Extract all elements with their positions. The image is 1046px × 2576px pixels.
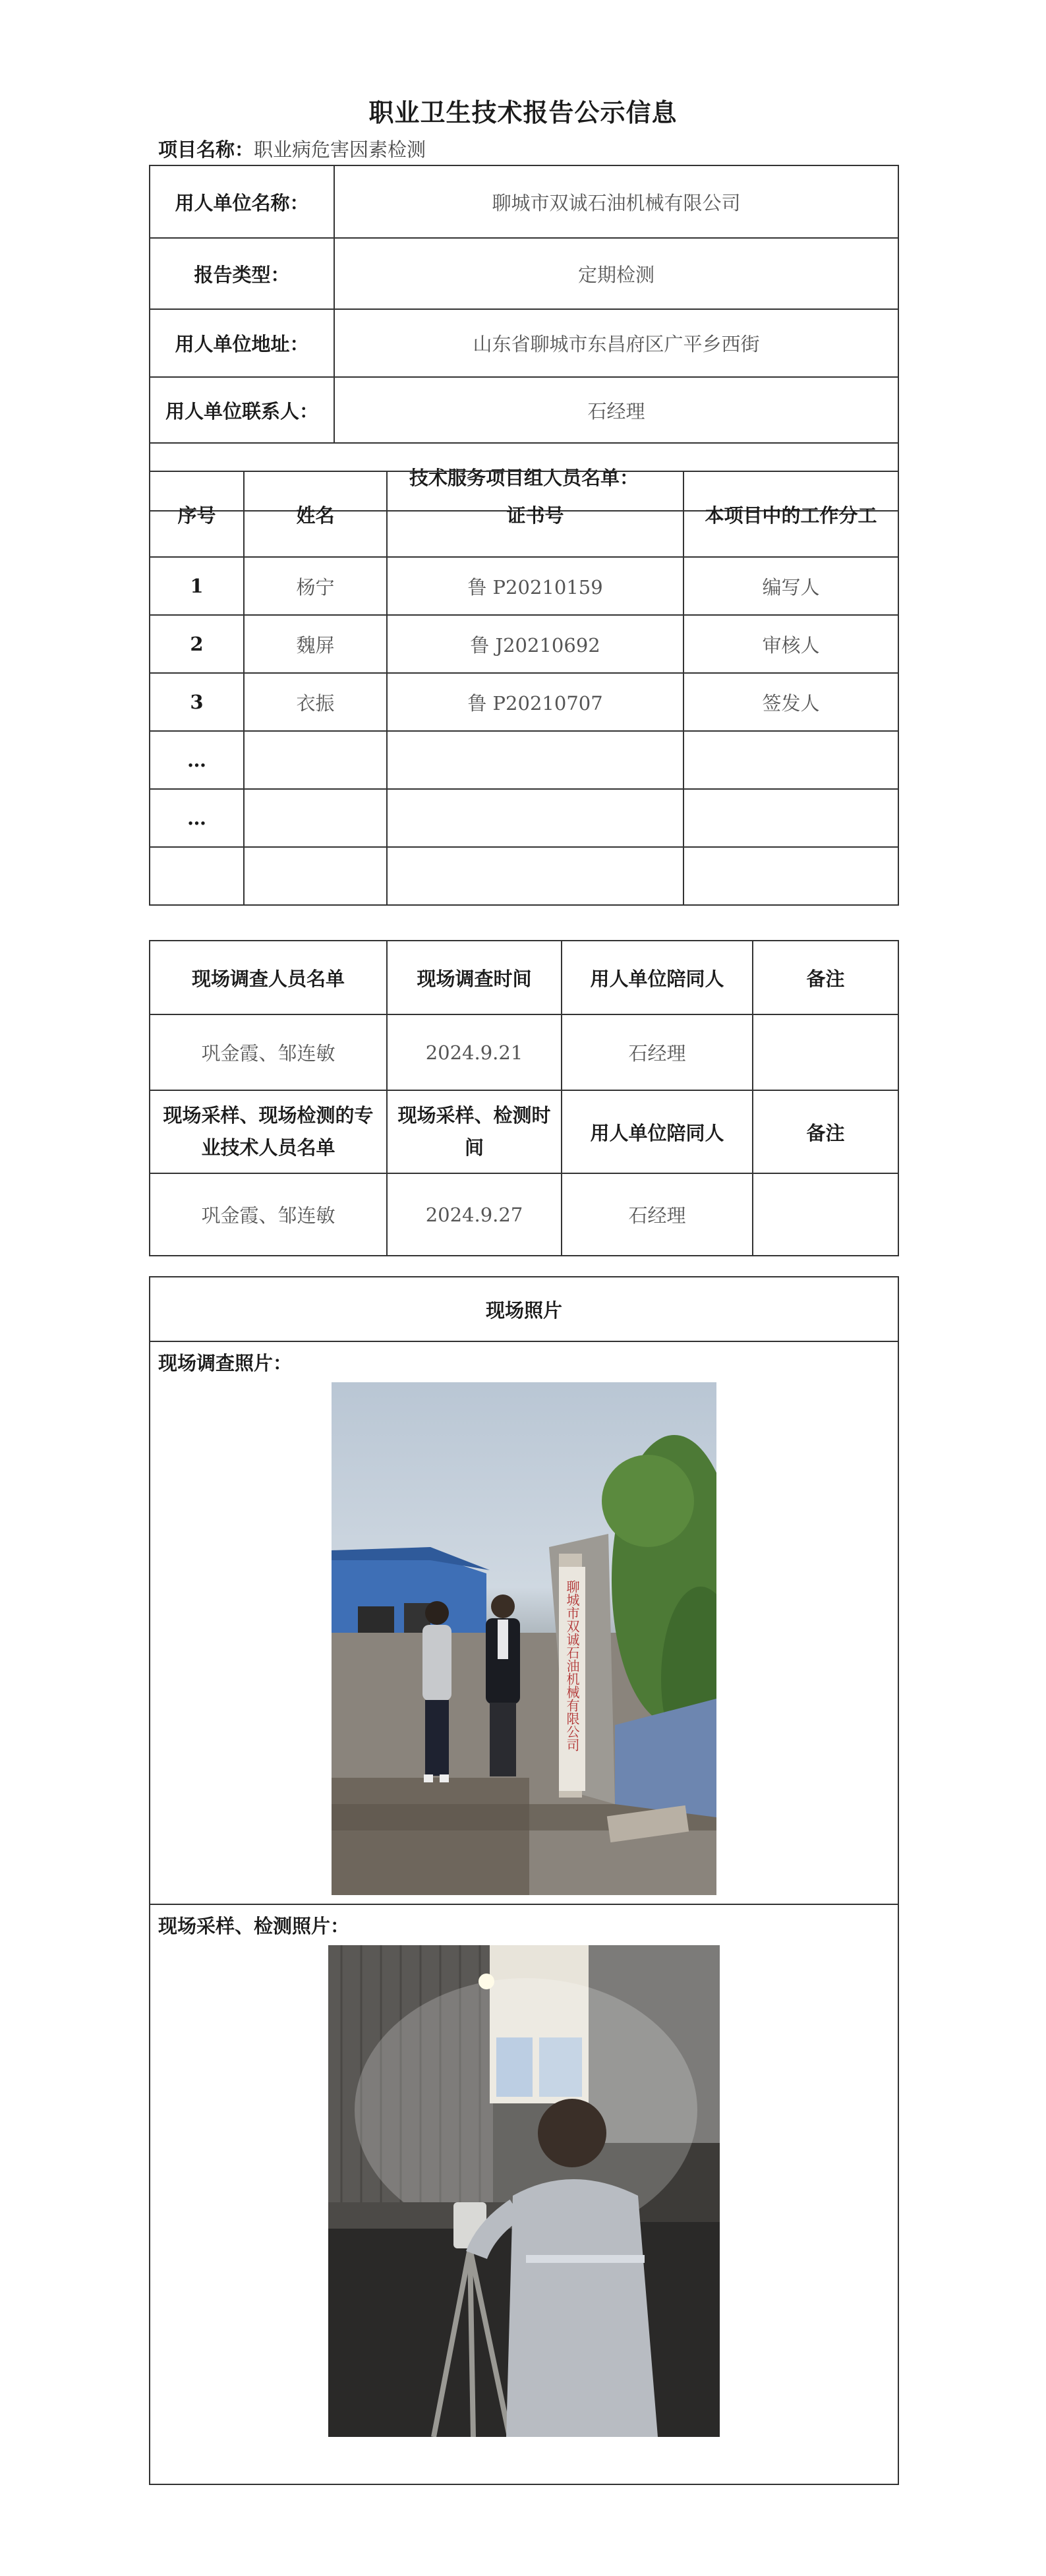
cell: 2024.9.27 — [387, 1173, 562, 1256]
cell: 魏屏 — [244, 615, 387, 673]
table-header-row — [150, 1090, 898, 1173]
cell: 杨宁 — [244, 557, 387, 615]
cell — [387, 731, 683, 789]
report-type-value: 定期检测 — [334, 238, 898, 309]
unit-contact-value: 石经理 — [334, 377, 898, 443]
project-value: 职业病危害因素检测 — [254, 138, 426, 161]
cell: 审核人 — [683, 615, 898, 673]
unit-info-table — [149, 165, 899, 512]
table-row — [150, 673, 898, 731]
photos-heading: 现场照片 — [150, 1277, 898, 1341]
cell — [244, 847, 387, 905]
survey-photo-label: 现场调查照片： — [158, 1352, 293, 1374]
project-label: 项目名称： — [158, 138, 254, 161]
cell — [683, 789, 898, 847]
cell: 石经理 — [562, 1014, 753, 1090]
cell — [387, 789, 683, 847]
table-row — [150, 165, 898, 238]
col-header: 现场调查时间 — [387, 941, 562, 1014]
table-row — [150, 309, 898, 377]
col-header: 现场调查人员名单 — [150, 941, 387, 1014]
cell: 3 — [150, 673, 244, 731]
cell — [150, 847, 244, 905]
unit-name-value: 聊城市双诚石油机械有限公司 — [334, 165, 898, 238]
cell: 石经理 — [562, 1173, 753, 1256]
table-header-row — [150, 941, 898, 1014]
cell — [753, 1173, 898, 1256]
survey-photo-image — [332, 1382, 716, 1895]
unit-address-value: 山东省聊城市东昌府区广平乡西街 — [334, 309, 898, 377]
table-row — [150, 377, 898, 443]
cell — [244, 789, 387, 847]
col-header: 现场采样、现场检测的专业技术人员名单 — [150, 1090, 387, 1173]
table-row — [150, 615, 898, 673]
survey-photo — [332, 1382, 716, 1895]
cell — [683, 847, 898, 905]
sampling-photo-label: 现场采样、检测照片： — [158, 1915, 350, 1937]
table-row — [150, 847, 898, 905]
cell — [387, 847, 683, 905]
table-row — [150, 1014, 898, 1090]
sign-text: 聊城市双诚石油机械有限公司 — [564, 1580, 580, 1751]
survey-table — [149, 940, 899, 1256]
cell: … — [150, 789, 244, 847]
col-header: 姓名 — [244, 471, 387, 557]
cell: 巩金霞、邹连敏 — [150, 1173, 387, 1256]
table-row — [150, 557, 898, 615]
cell — [683, 731, 898, 789]
cell: 签发人 — [683, 673, 898, 731]
table-row — [150, 1341, 898, 1904]
col-header: 备注 — [753, 1090, 898, 1173]
cell: 鲁 J20210692 — [387, 615, 683, 673]
cell: 2 — [150, 615, 244, 673]
team-table — [149, 471, 899, 906]
col-header: 证书号 — [387, 471, 683, 557]
sampling-photo — [328, 1945, 720, 2437]
table-header-row — [150, 471, 898, 557]
col-header: 备注 — [753, 941, 898, 1014]
table-row — [150, 1173, 898, 1256]
project-line — [158, 135, 426, 162]
table-row — [150, 238, 898, 309]
unit-name-label: 用人单位名称： — [150, 165, 334, 238]
cell: 1 — [150, 557, 244, 615]
cell — [244, 731, 387, 789]
col-header: 用人单位陪同人 — [562, 1090, 753, 1173]
page-title: 职业卫生技术报告公示信息 — [368, 98, 678, 127]
sampling-photo-image — [328, 1945, 720, 2437]
cell: 巩金霞、邹连敏 — [150, 1014, 387, 1090]
report-type-label: 报告类型： — [150, 238, 334, 309]
cell: 鲁 P20210159 — [387, 557, 683, 615]
cell: 编写人 — [683, 557, 898, 615]
table-row — [150, 1904, 898, 2484]
col-header: 现场采样、检测时间 — [387, 1090, 562, 1173]
photos-table — [149, 1276, 899, 2485]
cell: 衣振 — [244, 673, 387, 731]
col-header: 序号 — [150, 471, 244, 557]
unit-contact-label: 用人单位联系人： — [150, 377, 334, 443]
col-header: 用人单位陪同人 — [562, 941, 753, 1014]
table-row — [150, 1277, 898, 1341]
cell: 2024.9.21 — [387, 1014, 562, 1090]
cell — [753, 1014, 898, 1090]
table-row — [150, 789, 898, 847]
table-row — [150, 731, 898, 789]
cell: … — [150, 731, 244, 789]
team-heading: 技术服务项目组人员名单： — [150, 443, 898, 511]
cell: 鲁 P20210707 — [387, 673, 683, 731]
unit-address-label: 用人单位地址： — [150, 309, 334, 377]
col-header: 本项目中的工作分工 — [683, 471, 898, 557]
